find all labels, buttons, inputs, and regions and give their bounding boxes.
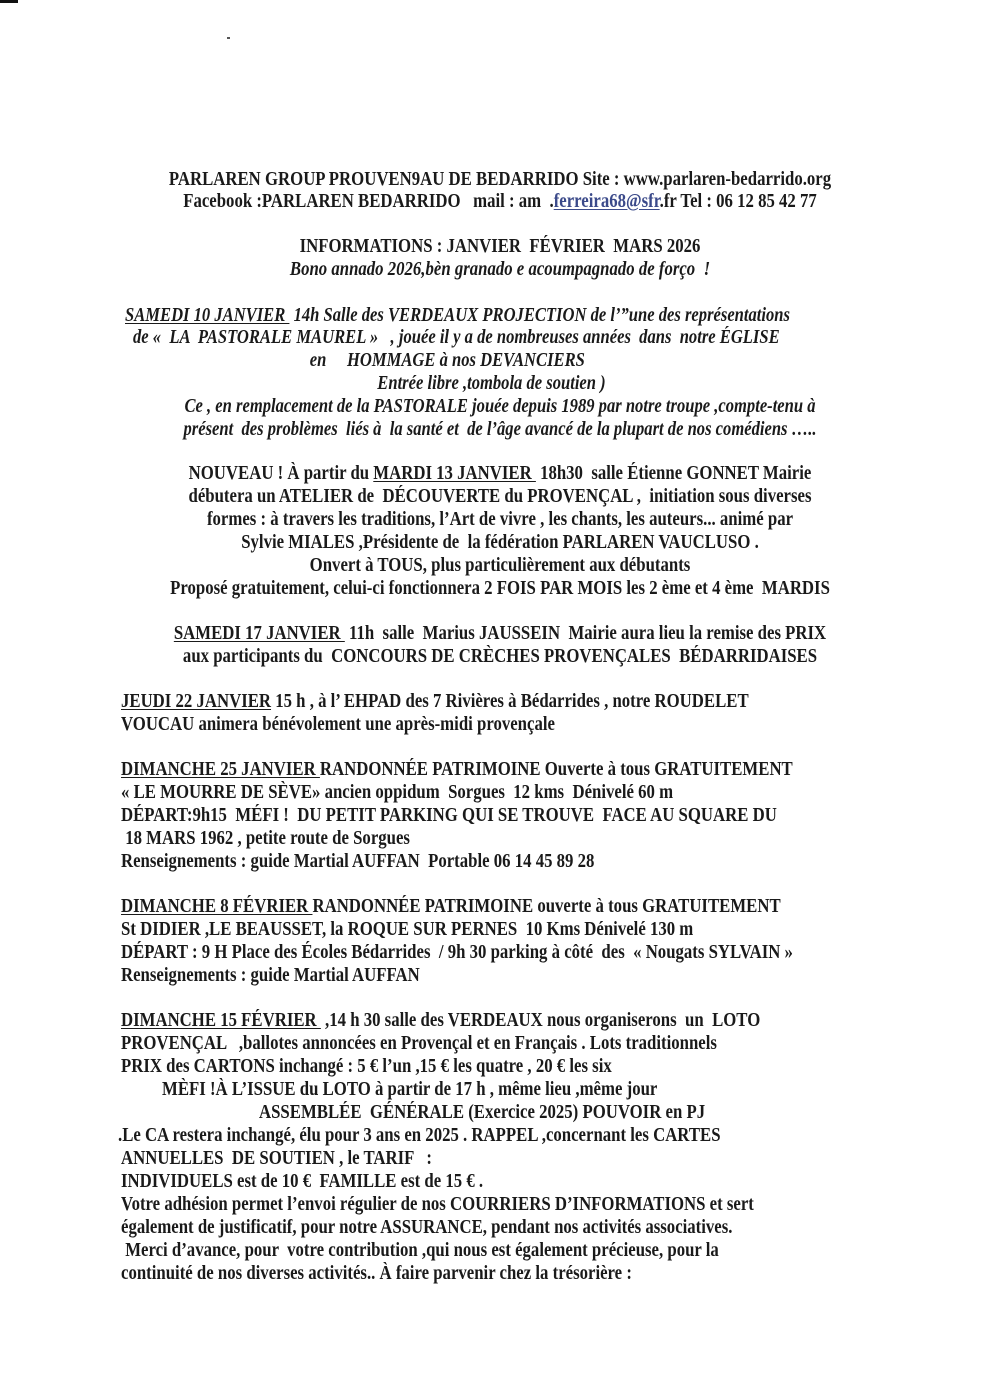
event-6-desc: RANDONNÉE PATRIMOINE ouverte à tous GRATUITEMENT <box>312 896 781 917</box>
event-1-line-1 <box>125 305 790 327</box>
event-6-line-4: Renseignements : guide Martial AUFFAN <box>121 965 420 986</box>
document-title: INFORMATIONS : JANVIER FÉVRIER MARS 2026 <box>299 236 701 257</box>
new-year-wishes: Bono annado 2026,bèn granado e acoumpagnado de forço ! <box>289 259 711 280</box>
event-2-date: MARDI 13 JANVIER <box>373 463 536 484</box>
event-4-line-2: VOUCAU animera bénévolement une après-midi provençale <box>121 714 555 735</box>
event-3-line-1 <box>70 623 930 645</box>
event-5-date: DIMANCHE 25 JANVIER <box>121 759 320 780</box>
event-3-desc: 11h salle Marius JAUSSEIN Mairie aura lieu la remise des PRIX <box>344 623 827 644</box>
event-5-line-4: 18 MARS 1962 , petite route de Sorgues <box>121 828 410 849</box>
event-7-line-4: MÈFI !À L’ISSUE du LOTO à partir de 17 h , même lieu ,même jour <box>162 1079 658 1100</box>
scan-speck <box>227 37 230 39</box>
event-7-line-3: PRIX des CARTONS inchangé : 5 € l’un ,15 € les quatre , 20 € les six <box>121 1056 612 1077</box>
event-1-line-6: présent des problèmes liés à la santé et de l’âge avancé de la plupart de nos comédiens ….. <box>183 419 817 440</box>
event-2-line-5: Onvert à TOUS, plus particulièrement aux débutants <box>309 555 691 576</box>
event-3-line-2: aux participants du CONCOURS DE CRÈCHES PROVENÇALES BÉDARRIDAISES <box>182 646 818 667</box>
event-4-date: JEUDI 22 JANVIER <box>121 691 272 712</box>
event-1-date: SAMEDI 10 JANVIER <box>125 305 290 326</box>
event-7-line-10: également de justificatif, pour notre ASSURANCE, pendant nos activités associatives. <box>121 1217 733 1238</box>
event-4-line-1 <box>121 691 749 713</box>
event-7-line-9: Votre adhésion permet l’envoi régulier de nos COURRIERS D’INFORMATIONS et sert <box>121 1194 754 1215</box>
event-6-line-3: DÉPART : 9 H Place des Écoles Bédarrides / 9h 30 parking à côté des « Nougats SYLVAIN » <box>121 942 793 963</box>
event-6-line-2: St DIDIER ,LE BEAUSSET, la ROQUE SUR PERNES 10 Kms Dénivelé 130 m <box>121 919 694 940</box>
event-5-line-3: DÉPART:9h15 MÉFI ! DU PETIT PARKING QUI SE TROUVE FACE AU SQUARE DU <box>121 805 777 826</box>
event-2-line-3: formes : à travers les traditions, l’Art de vivre , les chants, les auteurs... animé par <box>206 509 794 530</box>
event-7-line-12: continuité de nos diverses activités.. À faire parvenir chez la trésorière : <box>121 1263 632 1284</box>
event-1-line-2: de « LA PASTORALE MAUREL » , jouée il y a de nombreuses années dans notre ÉGLISE <box>133 327 780 348</box>
event-1-line-5: Ce , en remplacement de la PASTORALE jouée depuis 1989 par notre troupe ,compte-tenu à <box>184 396 816 417</box>
event-7-line-11: Merci d’avance, pour votre contribution ,qui nous est également précieuse, pour la <box>121 1240 719 1261</box>
event-2-line-2: débutera un ATELIER de DÉCOUVERTE du PROVENÇAL , initiation sous diverses <box>188 486 812 507</box>
header-line-2 <box>70 191 930 213</box>
event-7-line-8: INDIVIDUELS est de 10 € FAMILLE est de 15 € . <box>121 1171 484 1192</box>
event-2-line-4: Sylvie MIALES ,Présidente de la fédération PARLAREN VAUCLUSO . <box>241 532 759 553</box>
event-5-desc: RANDONNÉE PATRIMOINE Ouverte à tous GRATUITEMENT <box>319 759 793 780</box>
event-2-line-6: Proposé gratuitement, celui-ci fonctionnera 2 FOIS PAR MOIS les 2 ème et 4 ème MARDIS <box>170 578 830 599</box>
event-1-desc: 14h Salle des VERDEAUX PROJECTION de l’”une des représentations <box>289 305 790 326</box>
event-2-prefix: NOUVEAU ! À partir du <box>188 463 374 484</box>
header-contact-suffix: .fr Tel : 06 12 85 42 77 <box>659 191 817 212</box>
event-7-date: DIMANCHE 15 FÉVRIER <box>121 1010 321 1031</box>
event-2-line-1 <box>70 463 930 485</box>
event-4-desc: 15 h , à l’ EHPAD des 7 Rivières à Bédarrides , notre ROUDELET <box>271 691 749 712</box>
event-5-line-2: « LE MOURRE DE SÈVE» ancien oppidum Sorgues 12 kms Dénivelé 60 m <box>121 782 674 803</box>
event-1-line-4: Entrée libre ,tombola de soutien ) <box>377 373 606 394</box>
event-7-line-1 <box>121 1010 760 1032</box>
event-6-line-1 <box>121 896 781 918</box>
header-contact-prefix: Facebook :PARLAREN BEDARRIDO mail : am . <box>183 191 554 212</box>
event-5-line-5: Renseignements : guide Martial AUFFAN Portable 06 14 45 89 28 <box>121 851 595 872</box>
email-link[interactable]: ferreira68@sfr <box>553 191 660 212</box>
event-6-date: DIMANCHE 8 FÉVRIER <box>121 896 313 917</box>
event-7-line-6: .Le CA restera inchangé, élu pour 3 ans en 2025 . RAPPEL ,concernant les CARTES <box>118 1125 721 1146</box>
event-7-line-7: ANNUELLES DE SOUTIEN , le TARIF : <box>121 1148 432 1169</box>
event-5-line-1 <box>121 759 793 781</box>
event-7-desc: ,14 h 30 salle des VERDEAUX nous organiserons un LOTO <box>320 1010 761 1031</box>
event-7-line-5: ASSEMBLÉE GÉNÉRALE (Exercice 2025) POUVOIR en PJ <box>259 1102 706 1123</box>
event-2-desc: 18h30 salle Étienne GONNET Mairie <box>535 463 812 484</box>
scan-edge-mark <box>0 0 18 3</box>
event-3-date: SAMEDI 17 JANVIER <box>173 623 345 644</box>
event-1-line-3: en HOMMAGE à nos DEVANCIERS <box>309 350 585 371</box>
header-line-1: PARLAREN GROUP PROUVEN9AU DE BEDARRIDO Site : www.parlaren-bedarrido.org <box>168 169 832 190</box>
event-7-line-2: PROVENÇAL ,ballotes annoncées en Provençal et en Français . Lots traditionnels <box>121 1033 717 1054</box>
